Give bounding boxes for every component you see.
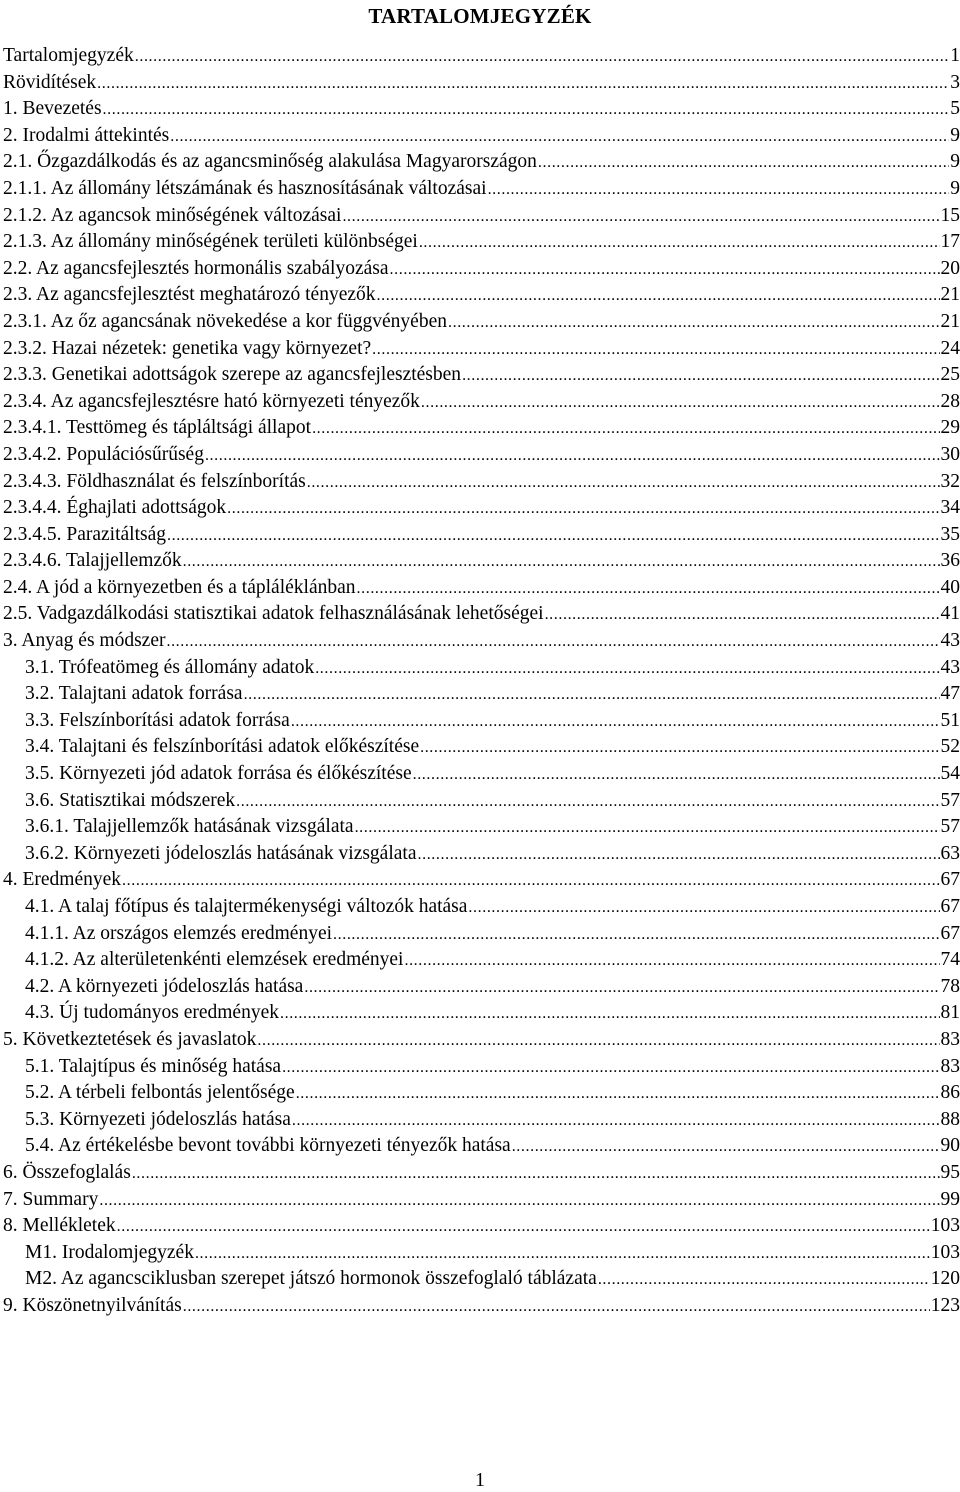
toc-entry-page: 20 bbox=[940, 257, 960, 279]
toc-entry-title: 3. Anyag és módszer bbox=[3, 630, 166, 652]
table-of-contents bbox=[3, 43, 960, 1320]
toc-entry[interactable] bbox=[3, 123, 960, 150]
toc-entry-page: 74 bbox=[940, 949, 960, 971]
dot-leader bbox=[236, 789, 939, 815]
toc-entry-page: 24 bbox=[940, 337, 960, 359]
toc-entry-page: 123 bbox=[930, 1294, 960, 1316]
dot-leader bbox=[598, 1267, 930, 1293]
toc-entry[interactable] bbox=[3, 176, 960, 203]
toc-entry[interactable] bbox=[3, 1240, 960, 1267]
toc-entry-page: 120 bbox=[930, 1268, 960, 1290]
toc-entry-page: 17 bbox=[940, 231, 960, 253]
toc-entry-title: M2. Az agancsciklusban szerepet játszó hormonok összefoglaló táblázata bbox=[25, 1268, 597, 1290]
dot-leader bbox=[167, 523, 940, 549]
toc-entry[interactable] bbox=[3, 96, 960, 123]
toc-entry-page: 30 bbox=[940, 443, 960, 465]
dot-leader bbox=[282, 1055, 939, 1081]
toc-entry-page: 47 bbox=[940, 683, 960, 705]
toc-entry-title: 3.6. Statisztikai módszerek bbox=[25, 789, 236, 811]
dot-leader bbox=[420, 735, 939, 761]
toc-entry-page: 67 bbox=[940, 896, 960, 917]
dot-leader bbox=[488, 177, 950, 203]
toc-entry[interactable] bbox=[3, 548, 960, 575]
toc-entry-title: 3.3. Felszínborítási adatok forrása bbox=[25, 709, 290, 731]
dot-leader bbox=[170, 124, 949, 150]
dot-leader bbox=[462, 363, 939, 389]
dot-leader bbox=[404, 948, 939, 974]
toc-entry-page: 15 bbox=[940, 204, 960, 226]
toc-entry-title: 5.1. Talajtípus és minőség hatása bbox=[25, 1055, 282, 1077]
dot-leader bbox=[468, 895, 939, 921]
toc-entry-title: 3.4. Talajtani és felszínborítási adatok előkészítése bbox=[25, 736, 420, 758]
toc-entry-title: 2.3.4.2. Populációsűrűség bbox=[3, 443, 204, 465]
toc-entry-title: 1. Bevezetés bbox=[3, 98, 102, 120]
toc-entry[interactable] bbox=[3, 867, 960, 894]
toc-entry-title: 2.1.3. Az állomány minőségének területi különbségei bbox=[3, 231, 418, 253]
toc-entry-title: 2.1.1. Az állomány létszámának és hasznosításának változásai bbox=[3, 177, 487, 199]
dot-leader bbox=[304, 975, 939, 1001]
toc-entry-page: 103 bbox=[930, 1215, 960, 1237]
toc-entry[interactable] bbox=[3, 1133, 960, 1160]
dot-leader bbox=[122, 868, 939, 894]
toc-entry-page: 29 bbox=[940, 417, 960, 439]
toc-entry-title: 2.4. A jód a környezetben és a tápláléklánban bbox=[3, 576, 356, 598]
toc-entry[interactable] bbox=[3, 1187, 960, 1214]
toc-entry[interactable] bbox=[3, 761, 960, 788]
toc-entry-page: 25 bbox=[940, 364, 960, 386]
dot-leader bbox=[166, 629, 939, 655]
toc-entry-title: 4.1.1. Az országos elemzés eredményei bbox=[25, 922, 333, 944]
toc-entry-title: M1. Irodalomjegyzék bbox=[25, 1241, 194, 1263]
toc-entry[interactable] bbox=[3, 921, 960, 948]
toc-entry-title: 3.6.1. Talajjellemzők hatásának vizsgálata bbox=[25, 816, 354, 838]
toc-entry[interactable] bbox=[3, 70, 960, 97]
toc-entry-title: 2.3.3. Genetikai adottságok szerepe az agancsfejlesztésben bbox=[3, 364, 462, 386]
dot-leader bbox=[448, 310, 940, 336]
toc-entry-page: 21 bbox=[940, 310, 960, 332]
toc-entry[interactable] bbox=[3, 1000, 960, 1027]
dot-leader bbox=[292, 1108, 940, 1134]
page-number: 1 bbox=[475, 1469, 485, 1491]
dot-leader bbox=[418, 842, 940, 868]
toc-entry[interactable] bbox=[3, 708, 960, 735]
toc-entry-page: 21 bbox=[940, 284, 960, 306]
dot-leader bbox=[333, 922, 939, 948]
toc-entry-page: 35 bbox=[940, 523, 960, 545]
toc-entry[interactable] bbox=[3, 1266, 960, 1293]
toc-entry-page: 99 bbox=[940, 1188, 960, 1210]
toc-entry-page: 32 bbox=[940, 470, 960, 492]
toc-entry-title: 2.5. Vadgazdálkodási statisztikai adatok felhasználásának lehetőségei bbox=[3, 603, 544, 625]
toc-entry-title: 2.3.4.5. Parazitáltság bbox=[3, 523, 166, 545]
dot-leader bbox=[377, 283, 940, 309]
toc-entry-title: 2.3.2. Hazai nézetek: genetika vagy környezet? bbox=[3, 337, 372, 359]
dot-leader bbox=[117, 1214, 930, 1240]
toc-entry-page: 51 bbox=[940, 709, 960, 731]
toc-entry-page: 88 bbox=[940, 1108, 960, 1130]
toc-entry-title: 2.2. Az agancsfejlesztés hormonális szabályozása bbox=[3, 257, 389, 279]
dot-leader bbox=[183, 549, 940, 575]
page-title: TARTALOMJEGYZÉK bbox=[368, 4, 592, 28]
toc-entry-page: 83 bbox=[940, 1055, 960, 1077]
toc-entry[interactable] bbox=[3, 575, 960, 602]
toc-entry-page: 54 bbox=[940, 763, 960, 785]
dot-leader bbox=[315, 656, 939, 682]
toc-entry-page: 3 bbox=[950, 71, 960, 93]
toc-entry-title: 6. Összefoglalás bbox=[3, 1161, 131, 1183]
dot-leader bbox=[97, 71, 949, 97]
toc-entry-page: 43 bbox=[940, 656, 960, 678]
toc-entry[interactable] bbox=[3, 601, 960, 628]
toc-entry[interactable] bbox=[3, 1293, 960, 1320]
toc-entry-page: 5 bbox=[950, 98, 960, 120]
toc-entry-page: 41 bbox=[940, 603, 960, 625]
dot-leader bbox=[135, 44, 950, 70]
toc-entry-title: 5. Következtetések és javaslatok bbox=[3, 1028, 257, 1050]
toc-entry-page: 67 bbox=[940, 869, 960, 891]
toc-entry-page: 9 bbox=[950, 151, 960, 173]
dot-leader bbox=[390, 257, 940, 283]
dot-leader bbox=[357, 576, 940, 602]
toc-entry-title: Rövidítések bbox=[3, 71, 97, 93]
toc-entry[interactable] bbox=[3, 389, 960, 416]
toc-entry-page: 9 bbox=[950, 177, 960, 199]
toc-entry[interactable] bbox=[3, 362, 960, 389]
toc-entry-title: 4.2. A környezeti jódeloszlás hatása bbox=[25, 975, 304, 997]
toc-entry-page: 86 bbox=[940, 1082, 960, 1104]
toc-entry-page: 28 bbox=[940, 390, 960, 412]
toc-entry-title: 2.3.4. Az agancsfejlesztésre ható környezeti tényezők bbox=[3, 390, 420, 412]
toc-entry-title: 2.3.4.4. Éghajlati adottságok bbox=[3, 497, 227, 519]
dot-leader bbox=[307, 470, 940, 496]
toc-entry-page: 52 bbox=[940, 736, 960, 758]
toc-entry[interactable] bbox=[3, 43, 960, 70]
dot-leader bbox=[372, 337, 939, 363]
dot-leader bbox=[280, 1001, 940, 1027]
dot-leader bbox=[291, 709, 940, 735]
toc-entry-title: 5.2. A térbeli felbontás jelentősége bbox=[25, 1082, 295, 1104]
toc-entry[interactable] bbox=[3, 1054, 960, 1081]
toc-entry-page: 1 bbox=[950, 45, 960, 66]
toc-entry[interactable] bbox=[3, 894, 960, 921]
toc-entry[interactable] bbox=[3, 1107, 960, 1134]
toc-entry[interactable] bbox=[3, 788, 960, 815]
dot-leader bbox=[538, 150, 949, 176]
toc-entry-title: 2.1. Őzgazdálkodás és az agancsminőség alakulása Magyarországon bbox=[3, 151, 537, 173]
toc-entry[interactable] bbox=[3, 655, 960, 682]
toc-entry-title: 2.3.4.6. Talajjellemzők bbox=[3, 550, 182, 572]
dot-leader bbox=[545, 602, 940, 628]
toc-entry-title: 4.1. A talaj főtípus és talajtermékenységi változók hatása bbox=[25, 896, 468, 917]
toc-entry[interactable] bbox=[3, 336, 960, 363]
dot-leader bbox=[296, 1081, 940, 1107]
toc-entry[interactable] bbox=[3, 681, 960, 708]
dot-leader bbox=[132, 1161, 940, 1187]
toc-entry-page: 81 bbox=[940, 1002, 960, 1024]
toc-entry-title: 3.6.2. Környezeti jódeloszlás hatásának vizsgálata bbox=[25, 842, 417, 864]
dot-leader bbox=[512, 1134, 940, 1160]
dot-leader bbox=[227, 496, 939, 522]
dot-leader bbox=[257, 1028, 939, 1054]
toc-entry-title: 2.3.4.1. Testtömeg és tápláltsági állapot bbox=[3, 417, 312, 439]
toc-entry-title: 2.3. Az agancsfejlesztést meghatározó tényezők bbox=[3, 284, 376, 306]
toc-entry[interactable] bbox=[3, 309, 960, 336]
toc-entry-page: 63 bbox=[940, 842, 960, 864]
toc-entry[interactable] bbox=[3, 814, 960, 841]
toc-entry-title: 4.3. Új tudományos eredmények bbox=[25, 1002, 279, 1024]
toc-entry[interactable] bbox=[3, 1213, 960, 1240]
toc-entry[interactable] bbox=[3, 974, 960, 1001]
toc-entry-title: 4.1.2. Az alterületenkénti elemzések eredményei bbox=[25, 949, 404, 971]
toc-entry-title: 2.1.2. Az agancsok minőségének változásai bbox=[3, 204, 342, 226]
toc-entry-title: 3.2. Talajtani adatok forrása bbox=[25, 683, 243, 705]
dot-leader bbox=[244, 682, 940, 708]
toc-entry[interactable] bbox=[3, 229, 960, 256]
toc-entry[interactable] bbox=[3, 495, 960, 522]
toc-entry-title: 3.5. Környezeti jód adatok forrása és élőkészítése bbox=[25, 763, 412, 785]
toc-entry[interactable] bbox=[3, 734, 960, 761]
dot-leader bbox=[421, 390, 940, 416]
toc-entry[interactable] bbox=[3, 1080, 960, 1107]
toc-entry[interactable] bbox=[3, 1160, 960, 1187]
dot-leader bbox=[413, 762, 940, 788]
toc-entry-title: Tartalomjegyzék bbox=[3, 45, 134, 66]
dot-leader bbox=[183, 1294, 930, 1320]
toc-entry[interactable] bbox=[3, 628, 960, 655]
toc-entry-page: 103 bbox=[930, 1241, 960, 1263]
toc-entry-page: 90 bbox=[940, 1135, 960, 1157]
toc-entry-page: 9 bbox=[950, 124, 960, 146]
dot-leader bbox=[99, 1188, 939, 1214]
toc-entry-title: 8. Mellékletek bbox=[3, 1215, 116, 1237]
toc-entry-title: 7. Summary bbox=[3, 1188, 99, 1210]
toc-entry-page: 36 bbox=[940, 550, 960, 572]
toc-entry[interactable] bbox=[3, 415, 960, 442]
dot-leader bbox=[419, 230, 940, 256]
toc-entry-title: 5.3. Környezeti jódeloszlás hatása bbox=[25, 1108, 291, 1130]
toc-entry[interactable] bbox=[3, 256, 960, 283]
dot-leader bbox=[355, 815, 940, 841]
toc-entry-page: 43 bbox=[940, 630, 960, 652]
toc-entry[interactable] bbox=[3, 947, 960, 974]
toc-entry-title: 2.3.4.3. Földhasználat és felszínborítás bbox=[3, 470, 306, 492]
toc-entry[interactable] bbox=[3, 149, 960, 176]
toc-entry-page: 57 bbox=[940, 789, 960, 811]
dot-leader bbox=[312, 416, 939, 442]
dot-leader bbox=[195, 1241, 930, 1267]
toc-entry-page: 40 bbox=[940, 576, 960, 598]
toc-entry-title: 2. Irodalmi áttekintés bbox=[3, 124, 170, 146]
toc-entry-title: 4. Eredmények bbox=[3, 869, 122, 891]
toc-entry-page: 34 bbox=[940, 497, 960, 519]
toc-entry[interactable] bbox=[3, 1027, 960, 1054]
toc-entry[interactable] bbox=[3, 469, 960, 496]
toc-entry-page: 67 bbox=[940, 922, 960, 944]
toc-entry-title: 2.3.1. Az őz agancsának növekedése a kor függvényében bbox=[3, 310, 447, 332]
dot-leader bbox=[205, 443, 940, 469]
toc-entry-title: 5.4. Az értékelésbe bevont további környezeti tényezők hatása bbox=[25, 1135, 511, 1157]
toc-entry-title: 9. Köszönetnyilvánítás bbox=[3, 1294, 182, 1316]
toc-entry[interactable] bbox=[3, 522, 960, 549]
toc-entry[interactable] bbox=[3, 442, 960, 469]
toc-entry[interactable] bbox=[3, 282, 960, 309]
dot-leader bbox=[103, 97, 950, 123]
toc-entry[interactable] bbox=[3, 841, 960, 868]
toc-entry-title: 3.1. Trófeatömeg és állomány adatok bbox=[25, 656, 315, 678]
dot-leader bbox=[342, 204, 939, 230]
toc-entry-page: 57 bbox=[940, 816, 960, 838]
toc-entry-page: 95 bbox=[940, 1161, 960, 1183]
toc-entry[interactable] bbox=[3, 203, 960, 230]
toc-entry-page: 78 bbox=[940, 975, 960, 997]
toc-entry-page: 83 bbox=[940, 1028, 960, 1050]
